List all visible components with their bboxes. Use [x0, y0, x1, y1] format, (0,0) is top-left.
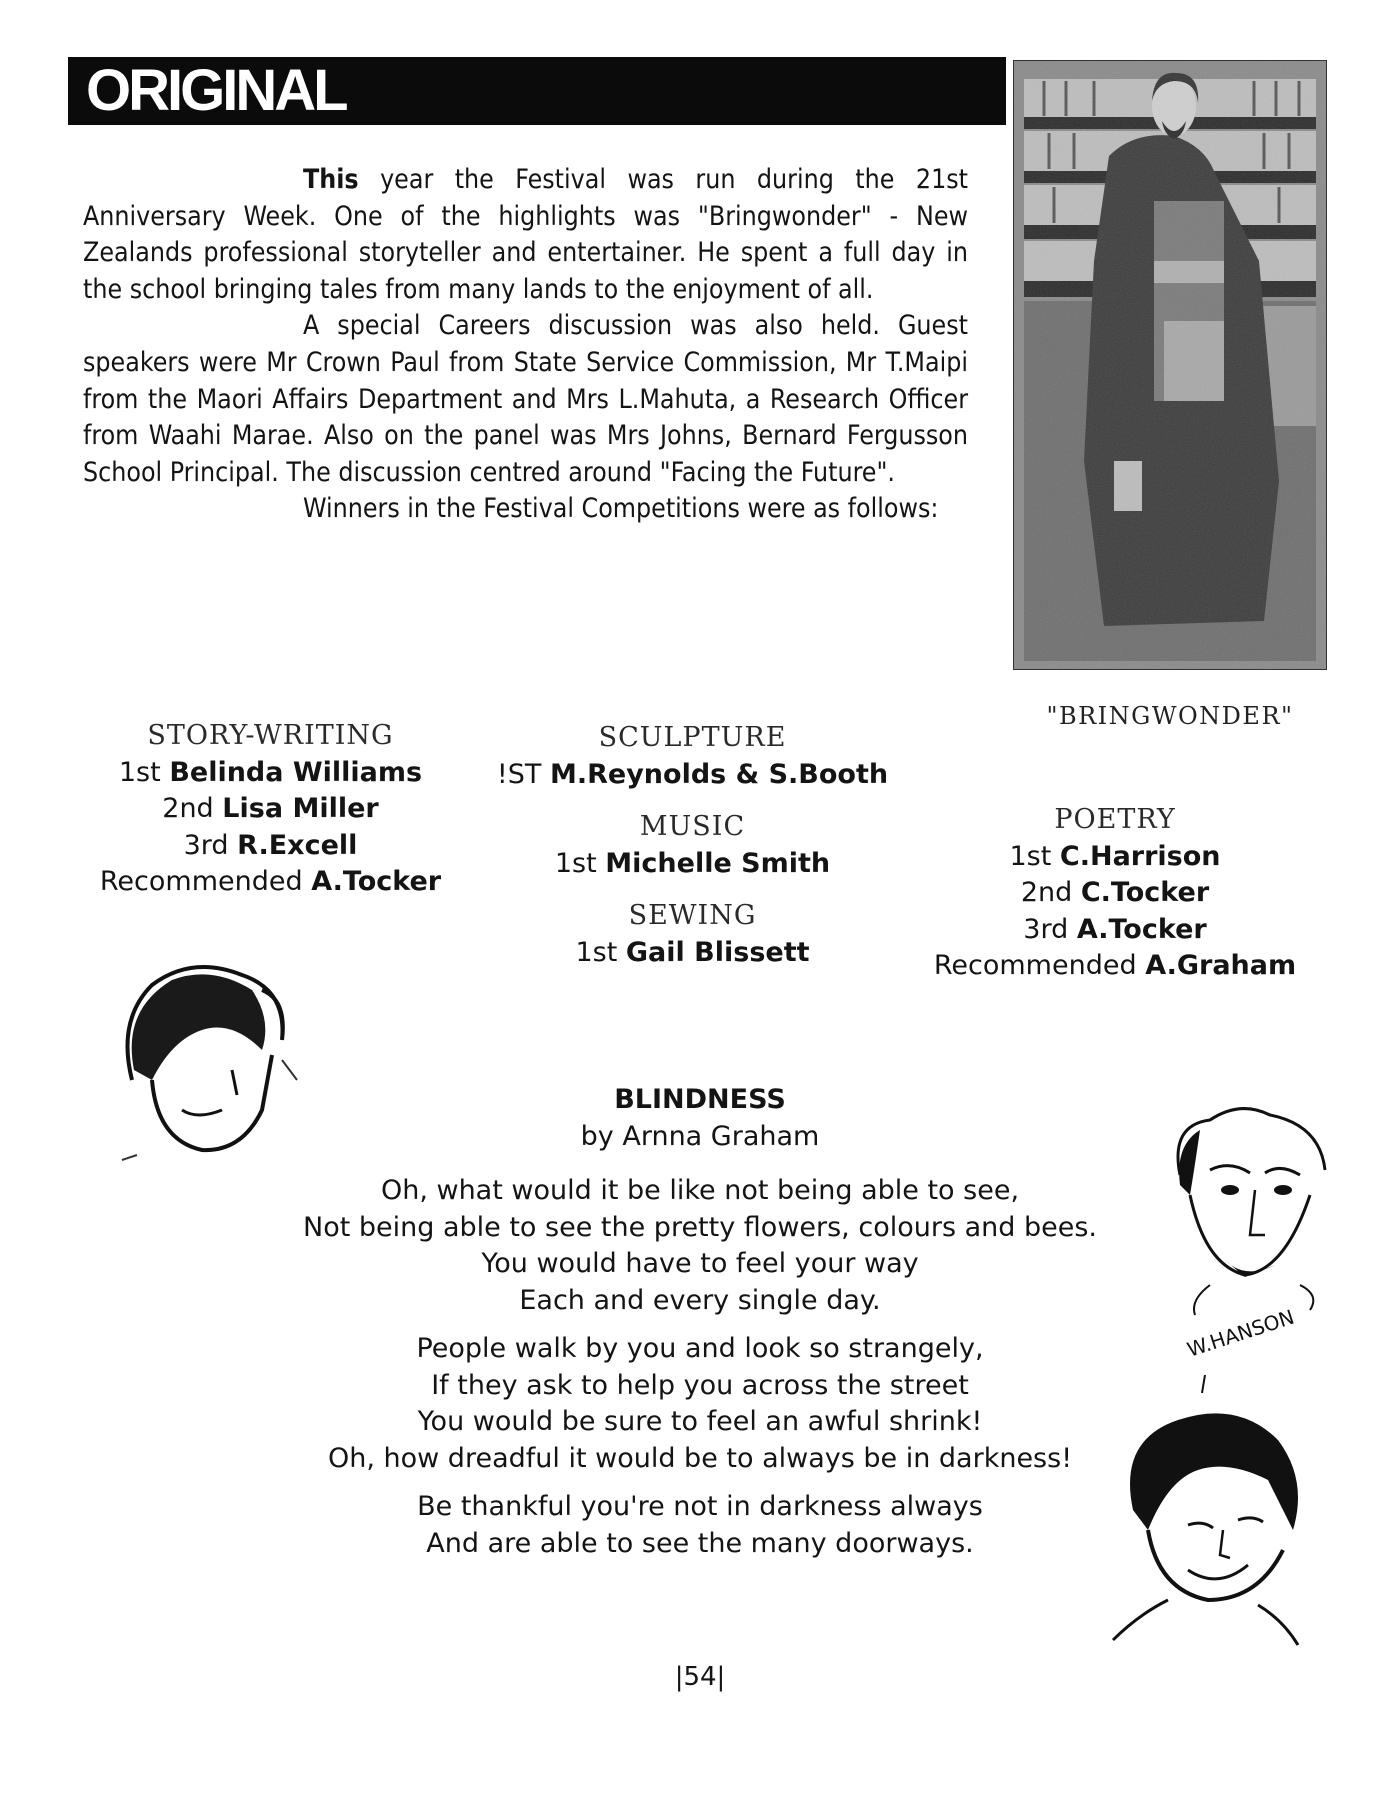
- section-title: ORIGINAL: [86, 58, 346, 123]
- poem-line: Each and every single day.: [519, 1284, 881, 1316]
- award-category: POETRY: [1054, 804, 1176, 835]
- award-entry: 1st C.Harrison: [1009, 840, 1221, 872]
- poem-line: You would have to feel your way: [481, 1248, 919, 1279]
- poem: [150, 1082, 1250, 1562]
- poem-line: And are able to see the many doorways.: [426, 1527, 974, 1559]
- page-number: |54|: [674, 1662, 726, 1692]
- award-entry: 3rd R.Excell: [183, 829, 358, 861]
- bringwonder-photo: [1013, 60, 1327, 670]
- article-paragraph: This year the Festival was run during the 21st Anniversary Week. One of the highlights was "Bringwonder" - New Zealands professional storyteller and entertainer. He spent a full day in the school bringing tales from many lands to the enjoyment of all.: [83, 164, 968, 305]
- poem-title: BLINDNESS: [614, 1084, 786, 1115]
- poem-line: Oh, what would it be like not being able to see,: [380, 1175, 1020, 1206]
- award-middle-column: [470, 720, 915, 971]
- award-entry: 1st Michelle Smith: [554, 847, 831, 879]
- award-category-music: MUSIC: [639, 811, 746, 842]
- award-entry: 1st Gail Blissett: [575, 936, 810, 968]
- poem-line: You would be sure to feel an awful shrink!: [417, 1406, 983, 1437]
- poem-line: Not being able to see the pretty flowers, colours and bees.: [303, 1211, 1097, 1243]
- poem-stanza: [150, 1173, 1250, 1319]
- poem-line: Oh, how dreadful it would be to always be in darkness!: [327, 1442, 1073, 1474]
- article-paragraph: A special Careers discussion was also held. Guest speakers were Mr Crown Paul from State Service Commission, Mr T.Maipi from the Maori Affairs Department and Mrs L.Mahuta, a Research Officer from Waahi Marae. Also on the panel was Mrs Johns, Bernard Fergusson School Principal. The discussion centred around "Facing the Future".: [83, 310, 968, 488]
- photo-caption: "BRINGWONDER": [1046, 702, 1294, 730]
- article-paragraph: Winners in the Festival Competitions were as follows:: [303, 493, 939, 525]
- award-story-writing: [68, 718, 473, 901]
- photo-image: [1014, 61, 1326, 669]
- lead-word: This: [303, 164, 359, 195]
- award-entry: Recommended A.Graham: [933, 950, 1297, 981]
- poem-author: by Arnna Graham: [580, 1120, 820, 1152]
- article-body: [83, 162, 968, 528]
- award-poetry: [905, 802, 1325, 985]
- award-category: STORY-WRITING: [147, 720, 394, 751]
- award-entry: 3rd A.Tocker: [1023, 913, 1207, 945]
- award-entry: Recommended A.Tocker: [99, 866, 442, 897]
- award-entry: 1st Belinda Williams: [118, 756, 423, 788]
- poem-line: People walk by you and look so strangely,: [416, 1333, 984, 1364]
- signature-text: W.HANSON: [1184, 1304, 1298, 1362]
- poem-stanza: [150, 1331, 1250, 1477]
- award-category-sewing: SEWING: [628, 900, 757, 931]
- poem-line: Be thankful you're not in darkness always: [417, 1491, 983, 1522]
- award-category-sculpture: SCULPTURE: [598, 722, 787, 753]
- poem-stanza: [150, 1489, 1250, 1562]
- section-header-bar: [68, 57, 1006, 125]
- award-entry: !ST M.Reynolds & S.Booth: [496, 758, 889, 790]
- award-entry: 2nd C.Tocker: [1020, 877, 1210, 908]
- poem-line: If they ask to help you across the street: [431, 1369, 969, 1401]
- award-entry: 2nd Lisa Miller: [162, 793, 379, 824]
